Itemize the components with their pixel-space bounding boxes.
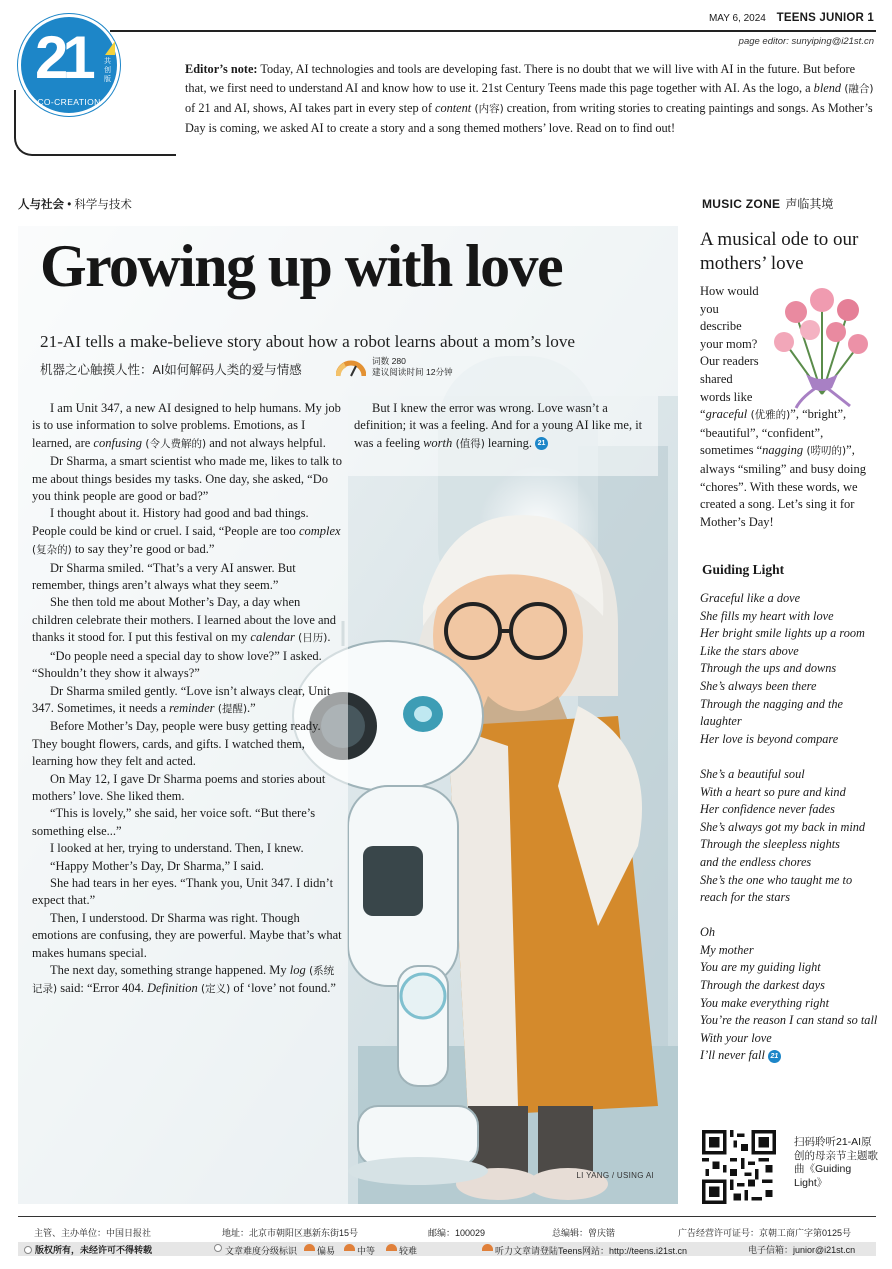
qr-code-icon[interactable]: [702, 1130, 776, 1204]
reading-time: 建议阅读时间 12分钟: [372, 367, 453, 377]
lyric-line: Oh: [700, 925, 716, 940]
logo-co-creation: CO-CREATION: [37, 97, 101, 107]
editor-note-text: creation, from writing stories to creating paintings and songs. As Mother’s Day is coming, we asked AI to create a story and a song themed mothers’ love. Read on to find out!: [185, 101, 873, 135]
issue-date: MAY 6, 2024: [708, 13, 766, 24]
footer-rule: [18, 1216, 876, 1217]
story-paragraph: On May 12, I gave Dr Sharma poems and stories about mothers’ love. She liked them.: [32, 771, 326, 803]
story-paragraph: She then told me about Mother’s Day, a day when children celebrate their mothers. I learned about the love and thanks it stood for. I put this festival on my calendar (日历).: [32, 595, 337, 645]
footer-bar: [18, 1242, 876, 1256]
story-paragraph: “Do people need a special day to show love?” I asked. “Shouldn’t they show it always?”: [32, 648, 322, 681]
vocab-word: graceful: [705, 407, 748, 422]
story-paragraph: Dr Sharma, a smart scientist who made me, likes to talk to me about things besides my tasks. One day, she asked, “Do you think people are good or bad?”: [32, 454, 342, 504]
lyric-line: You make everything right: [700, 995, 829, 1010]
lyric-line: You are my guiding light: [700, 960, 821, 975]
story-title: Growing up with love: [40, 233, 562, 299]
vocab-word: complex: [298, 523, 341, 538]
song-title: Guiding Light: [702, 562, 785, 577]
word-count: 词数 280: [372, 356, 406, 366]
story-paragraph: Dr Sharma smiled gently. “Love isn’t always clear, Unit 347. Sometimes, it needs a reminder (提醒).”: [32, 683, 331, 715]
lyric-line: Through the nagging and the laughter: [700, 696, 844, 729]
end-mark-icon: 21: [768, 1050, 781, 1063]
section-label: [18, 196, 132, 212]
gauge-medium-icon: [344, 1244, 355, 1251]
date-line: [709, 12, 874, 24]
song-verse: [700, 924, 878, 1065]
vocab-word: content: [434, 101, 472, 115]
logo-vertical-text: 共创版: [104, 58, 111, 83]
bullet-icon: [214, 1244, 222, 1252]
section-label-sub: • 科学与技术: [64, 199, 132, 211]
lyric-line: Graceful like a dove: [700, 591, 801, 605]
music-title: A musical ode to our mothers’ love: [700, 229, 859, 274]
difficulty-gauge-icon: [336, 358, 366, 378]
story-paragraph: I am Unit 347, a new AI designed to help humans. My job is to use information to solve problems. Emotions, as I learned, are confusing (令人费解的) and not always helpful.: [32, 401, 341, 450]
story-subtitle: 21-AI tells a make-believe story about how a robot learns about a mom’s love: [40, 332, 576, 351]
footer-sponsor: 主管、主办单位：中国日报社: [34, 1228, 152, 1238]
story-paragraph: Dr Sharma smiled. “That’s a very AI answer. But remember, things aren’t always what they seem.”: [32, 560, 296, 593]
footer-listen: 听力文章请登陆Teens网站：http://teens.i21st.cn: [482, 1243, 495, 1253]
lyric-line: My mother: [700, 942, 754, 957]
footer-postcode: 邮编：100029: [428, 1228, 486, 1238]
story-chinese-subtitle: 机器之心触摸人性：AI如何解码人类的爱与情感: [40, 363, 302, 377]
lyric-line: I’ll never fall 21: [700, 1047, 878, 1065]
headphone-icon: [482, 1244, 493, 1251]
word-count-info: [372, 356, 453, 378]
story-paragraph: I looked at her, trying to understand. Then, I knew.: [50, 841, 304, 856]
lyric-line: Her confidence never fades: [700, 802, 835, 817]
music-zone-sub: 声临其境: [785, 197, 834, 211]
footer-address: 地址：北京市朝阳区惠新东街15号: [222, 1228, 359, 1238]
logo-mark: 21: [35, 24, 90, 91]
illustration-credit: LI YANG / USING AI: [576, 1171, 654, 1180]
editor-note-text: Today, AI technologies and tools are developing fast. There is no doubt that we will live with AI in the future. But before that, we first need to understand AI and know how to use it. 21st Century Teens made this page together with AI. As the logo, a: [185, 62, 856, 95]
footer-ad-license: 广告经营许可证号：京朝工商广字第0125号: [678, 1228, 852, 1238]
gauge-easy-icon: [304, 1244, 315, 1251]
vocab-word: log: [289, 963, 306, 977]
gauge-hard-icon: [386, 1244, 397, 1251]
story-paragraph: But I knew the error was wrong. Love wasn’t a definition; it was a feeling. And for a young AI like me, it was a feeling worth (值得) learning. 21: [354, 401, 643, 450]
editor-note: [185, 60, 875, 138]
lyric-line: She’s a beautiful soul: [700, 766, 805, 781]
editor-note-label: Editor’s note:: [185, 62, 258, 76]
song-verse: [700, 590, 878, 748]
lyric-line: She’s always been there: [700, 678, 817, 693]
story-paragraph: Before Mother’s Day, people were busy getting ready. They bought flowers, cards, and gifts. I watched them, learning how they felt and acted.: [32, 719, 321, 769]
story-paragraph: She had tears in her eyes. “Thank you, Unit 347. I didn’t expect that.”: [32, 875, 334, 908]
vocab-gloss: (融合): [841, 83, 874, 95]
lyric-line: and the endless chores: [700, 854, 812, 869]
lyric-line: Through the ups and downs: [700, 661, 837, 676]
story-paragraph: The next day, something strange happened. My log (系统记录) said: “Error 404. Definition (定义) of ‘love’ not found.”: [32, 963, 336, 996]
story-panel: [18, 226, 678, 1204]
story-column-left: [32, 400, 344, 999]
story-paragraph: “This is lovely,” she said, her voice soft. “But there’s something else...”: [32, 806, 316, 838]
top-rule: [110, 30, 876, 32]
logo-triangle: [105, 41, 115, 55]
page-editor: page editor: sunyiping@i21st.cn: [738, 36, 874, 47]
music-zone-main: MUSIC ZONE: [702, 197, 781, 211]
vocab-word: worth: [423, 435, 453, 450]
lyric-line: Through the sleepless nights: [700, 837, 840, 852]
lyric-line: With a heart so pure and kind: [700, 784, 846, 799]
vocab-gloss: (内容): [471, 103, 504, 115]
editor-note-text: of 21 and AI, shows, AI takes part in every step of: [185, 101, 435, 115]
story-column-right: [354, 400, 654, 453]
footer-medium: 中等: [344, 1243, 357, 1253]
bullet-icon: [24, 1246, 32, 1254]
vocab-word: Definition: [147, 981, 198, 996]
lyric-line: Her bright smile lights up a room: [700, 626, 865, 641]
vocab-word: nagging: [762, 443, 804, 458]
lyric-line: Her love is beyond compare: [700, 731, 839, 746]
end-mark-icon: 21: [535, 437, 548, 450]
footer-hard: 较难: [386, 1243, 399, 1253]
lyric-line: She’s always got my back in mind: [700, 819, 866, 834]
section-label-main: 人与社会: [18, 199, 64, 211]
lyric-line: She fills my heart with love: [700, 608, 834, 623]
lyric-line: Like the stars above: [700, 643, 799, 658]
story-paragraph: “Happy Mother’s Day, Dr Sharma,” I said.: [50, 858, 264, 873]
footer-copyright: 版权所有，未经许可不得转载: [24, 1243, 152, 1256]
vocab-word: reminder: [169, 700, 215, 715]
song-lyrics: [700, 590, 878, 1083]
lyric-line: You’re the reason I can stand so tall: [700, 1013, 878, 1028]
lyric-line: With your love: [700, 1030, 772, 1045]
vocab-word: calendar: [250, 630, 295, 645]
music-intro-narrow: How would you describe your mom? Our readers shared words like: [700, 284, 759, 404]
footer-easy: 偏易: [304, 1243, 317, 1253]
co-creation-logo: [18, 14, 120, 116]
vocab-word: confusing: [93, 435, 143, 450]
story-paragraph: Then, I understood. Dr Sharma was right. Though emotions are confusing, they are powerful. Maybe that’s what makes humans special.: [32, 910, 342, 960]
vocab-word: blend: [813, 81, 841, 95]
lyric-line: She’s the one who taught me to reach for the stars: [700, 872, 853, 905]
paper-section: TEENS JUNIOR 1: [776, 12, 874, 24]
footer-editor: 总编辑：曾庆锴: [552, 1228, 616, 1238]
footer-email: 电子信箱：junior@i21st.cn: [748, 1245, 856, 1255]
music-zone-label: [702, 195, 833, 212]
logo-tail: [36, 154, 176, 156]
qr-caption: 扫码聆听21-AI原创的母亲节主题歌曲《Guiding Light》: [794, 1136, 878, 1189]
lyric-line: Through the darkest days: [700, 978, 825, 993]
story-paragraph: I thought about it. History had good and bad things. People could be kind or cruel. I said, “People are too complex (复杂的) to say they’re good or bad.”: [32, 506, 341, 557]
song-verse: [700, 766, 878, 907]
music-intro: How would you describe your mom? Our readers shared words like “graceful (优雅的)”, “bright”, “beautiful”, “confident”, sometimes “nagging (唠叨的)”, always “smiling” and busy doing “chores”. With these words, we created a song. Let’s sing it for Mother’s Day!: [700, 284, 866, 529]
footer-difficulty: 文章难度分级标识: [214, 1243, 225, 1253]
